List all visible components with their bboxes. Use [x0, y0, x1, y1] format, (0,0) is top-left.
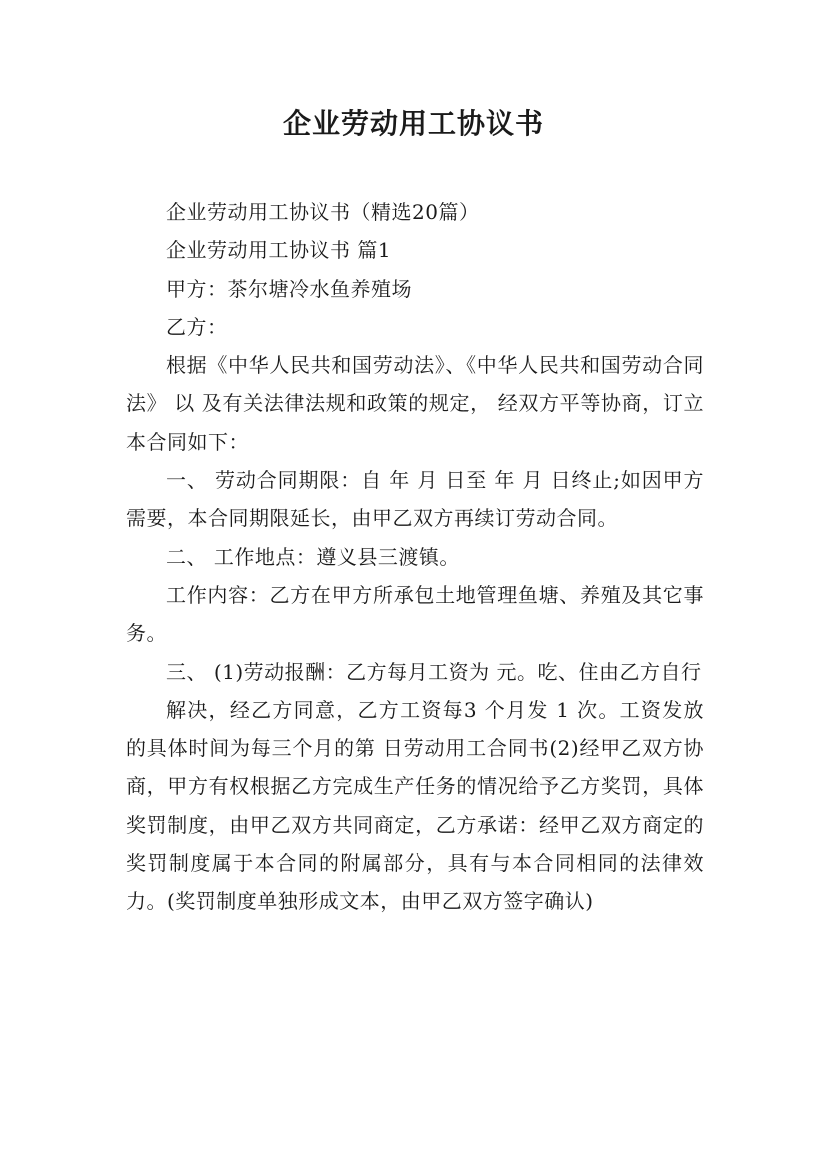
paragraph-party-b: 乙方： — [166, 314, 228, 339]
paragraph-payment-details: 解决，经乙方同意，乙方工资每3 个月发 1 次。工资发放的具体时间为每三个月的第 日劳动用工合同书(2)经甲乙双方协商，甲方有权根据乙方完成生产任务的情况给予乙方奖罚，具体奖罚制度，由甲乙双方共同商定，乙方承诺：经甲乙双方商定的奖罚制度属于本合同的附属部分，具有与本合同相同的法律效力。(奖罚制度单独形成文本，由甲乙双方签字确认) — [126, 697, 704, 914]
paragraph-preamble: 根据《中华人民共和国劳动法》、《中华人民共和国劳动合同法》 以 及有关法律法规和政策的规定， 经双方平等协商，订立本合同如下： — [126, 353, 704, 454]
paragraph-contract-term: 一、 劳动合同期限：自 年 月 日至 年 月 日终止;如因甲方需要，本合同期限延长，由甲乙双方再续订劳动合同。 — [126, 468, 704, 531]
paragraph-remuneration: 三、 (1)劳动报酬：乙方每月工资为 元。吃、住由乙方自行 — [166, 659, 702, 684]
paragraph-work-content: 工作内容：乙方在甲方所承包土地管理鱼塘、养殖及其它事务。 — [126, 582, 704, 646]
paragraph-section-heading: 企业劳动用工协议书 篇1 — [166, 238, 392, 263]
document-body — [126, 193, 704, 921]
paragraph-work-location: 二、 工作地点：遵义县三渡镇。 — [166, 544, 460, 569]
paragraph-party-a: 甲方：茶尔塘冷水鱼养殖场 — [166, 276, 412, 301]
paragraph-subtitle: 企业劳动用工协议书（精选20篇） — [166, 200, 480, 224]
document-title: 企业劳动用工协议书 — [282, 107, 544, 140]
